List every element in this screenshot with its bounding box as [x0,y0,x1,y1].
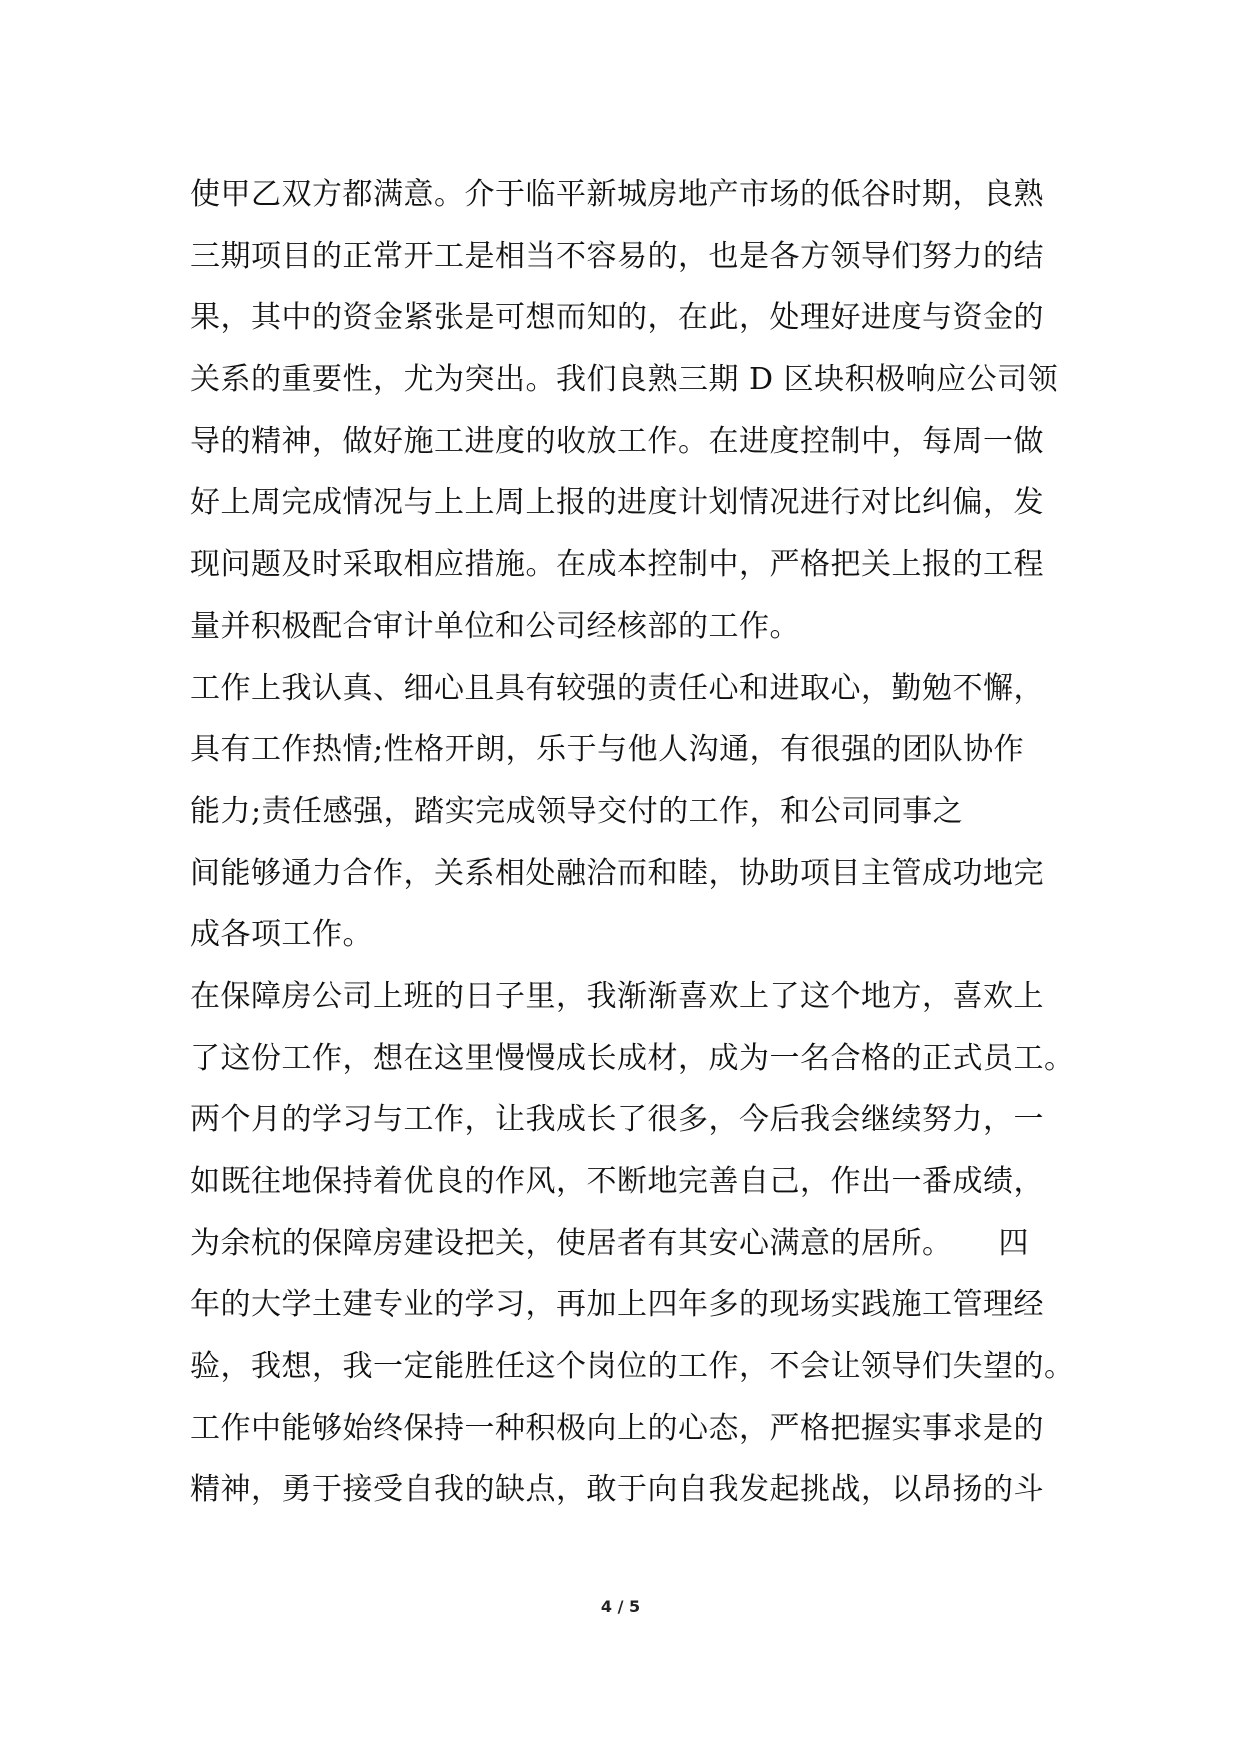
text-line: 成各项工作。 [190,917,373,953]
text-line: 精神，勇于接受自我的缺点，敢于向自我发起挑战，以昂扬的斗 [190,1472,1044,1508]
text-line: 验，我想，我一定能胜任这个岗位的工作，不会让领导们失望的。 [190,1349,1075,1385]
text-line: 工作上我认真、细心且具有较强的责任心和进取心，勤勉不懈， [190,670,1044,706]
text-line: 三期项目的正常开工是相当不容易的，也是各方领导们努力的结 [190,238,1044,274]
text-line: 为余杭的保障房建设把关，使居者有其安心满意的居所。 四 [190,1225,1029,1261]
text-line: 果，其中的资金紧张是可想而知的，在此，处理好进度与资金的 [190,300,1044,336]
page-number: 4 / 5 [600,1597,641,1616]
text-line: 如既往地保持着优良的作风，不断地完善自己，作出一番成绩， [190,1164,1044,1199]
text-line: 使甲乙双方都满意。介于临平新城房地产市场的低谷时期，良熟 [190,177,1044,212]
text-line: 间能够通力合作，关系相处融洽而和睦，协助项目主管成功地完 [190,855,1044,891]
text-line: 在保障房公司上班的日子里，我渐渐喜欢上了这个地方，喜欢上 [190,978,1044,1014]
text-line: 具有工作热情;性格开朗，乐于与他人沟通，有很强的团队协作 [190,732,1025,768]
text-line: 能力;责任感强，踏实完成领导交付的工作，和公司同事之 [190,793,964,829]
text-line: 工作中能够始终保持一种积极向上的心态，严格把握实事求是的 [190,1410,1044,1446]
text-line: 两个月的学习与工作，让我成长了很多，今后我会继续努力，一 [190,1102,1044,1138]
text-line: 量并积极配合审计单位和公司经核部的工作。 [190,608,800,644]
text-line: 好上周完成情况与上上周上报的进度计划情况进行对比纠偏，发 [190,485,1044,521]
text-line: 关系的重要性，尤为突出。我们良熟三期 D 区块积极响应公司领 [190,362,1059,398]
text-line: 了这份工作，想在这里慢慢成长成材，成为一名合格的正式员工。 [190,1040,1075,1076]
text-line: 现问题及时采取相应措施。在成本控制中，严格把关上报的工程 [190,547,1044,583]
text-line: 导的精神，做好施工进度的收放工作。在进度控制中，每周一做 [190,423,1044,459]
text-line: 年的大学土建专业的学习，再加上四年多的现场实践施工管理经 [190,1287,1044,1323]
body-text [190,164,1075,1521]
